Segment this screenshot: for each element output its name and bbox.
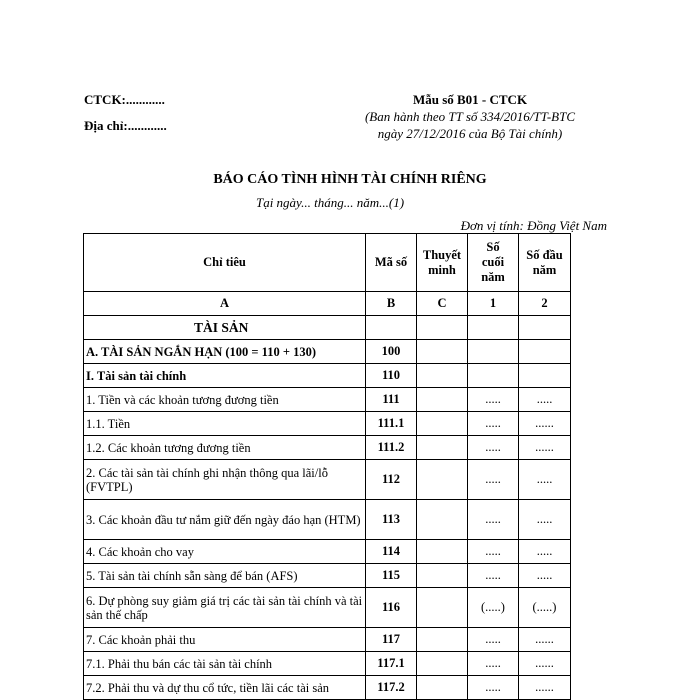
header-note: Thuyết minh: [417, 234, 468, 292]
header-code: Mã số: [366, 234, 417, 292]
row-end-value: [468, 364, 519, 388]
row-note: [417, 652, 468, 676]
row-indicator: I. Tài sản tài chính: [84, 364, 366, 388]
header-indicator: Chỉ tiêu: [84, 234, 366, 292]
row-code: 116: [366, 588, 417, 628]
row-note: [417, 540, 468, 564]
col-label-indicator: A: [84, 292, 366, 316]
header-end-of-year: Số cuối năm: [468, 234, 519, 292]
table-row: [84, 500, 571, 540]
row-indicator: 3. Các khoản đầu tư nắm giữ đến ngày đáo hạn (HTM): [84, 500, 366, 540]
table-row: [84, 316, 571, 340]
row-note: [417, 460, 468, 500]
row-note: [417, 436, 468, 460]
form-code: Mẫu số B01 - CTCK: [412, 92, 528, 107]
row-end-value: .....: [468, 460, 519, 500]
column-label-row: [84, 292, 571, 316]
table-body: [84, 316, 571, 700]
row-indicator: 1. Tiền và các khoản tương đương tiền: [84, 388, 366, 412]
row-end-value: .....: [468, 676, 519, 700]
row-end-value: .....: [468, 500, 519, 540]
row-indicator: TÀI SẢN: [84, 316, 366, 340]
row-code: 111: [366, 388, 417, 412]
issued-line-1: (Ban hành theo TT số 334/2016/TT-BTC: [364, 109, 576, 124]
row-indicator: 1.2. Các khoản tương đương tiền: [84, 436, 366, 460]
row-end-value: [468, 340, 519, 364]
row-code: 117.2: [366, 676, 417, 700]
row-end-value: .....: [468, 628, 519, 652]
issued-line-2: ngày 27/12/2016 của Bộ Tài chính): [377, 126, 563, 141]
table-row: [84, 588, 571, 628]
row-code: 114: [366, 540, 417, 564]
table-row: [84, 340, 571, 364]
row-code: 112: [366, 460, 417, 500]
row-end-value: .....: [468, 436, 519, 460]
row-indicator: A. TÀI SẢN NGẮN HẠN (100 = 110 + 130): [84, 340, 366, 364]
report-date: Tại ngày... tháng... năm...(1): [255, 195, 405, 210]
table-row: [84, 628, 571, 652]
row-begin-value: ......: [519, 628, 571, 652]
row-begin-value: ......: [519, 412, 571, 436]
table-row: [84, 436, 571, 460]
row-begin-value: [519, 340, 571, 364]
row-note: [417, 412, 468, 436]
table-row: [84, 676, 571, 700]
row-begin-value: .....: [519, 460, 571, 500]
row-indicator: 7. Các khoản phải thu: [84, 628, 366, 652]
row-note: [417, 500, 468, 540]
table-row: [84, 652, 571, 676]
table-row: [84, 364, 571, 388]
row-code: 110: [366, 364, 417, 388]
table-row: [84, 388, 571, 412]
row-end-value: .....: [468, 412, 519, 436]
row-code: 115: [366, 564, 417, 588]
row-begin-value: .....: [519, 564, 571, 588]
row-begin-value: (.....): [519, 588, 571, 628]
row-indicator: 2. Các tài sản tài chính ghi nhận thông qua lãi/lỗ (FVTPL): [84, 460, 366, 500]
row-code: 111.1: [366, 412, 417, 436]
row-note: [417, 676, 468, 700]
table-row: [84, 540, 571, 564]
row-end-value: (.....): [468, 588, 519, 628]
row-begin-value: ......: [519, 436, 571, 460]
row-indicator: 6. Dự phòng suy giảm giá trị các tài sản tài chính và tài sản thế chấp: [84, 588, 366, 628]
row-code: 111.2: [366, 436, 417, 460]
row-code: 117: [366, 628, 417, 652]
row-code: 113: [366, 500, 417, 540]
table-row: [84, 460, 571, 500]
row-indicator: 7.1. Phải thu bán các tài sản tài chính: [84, 652, 366, 676]
row-note: [417, 340, 468, 364]
col-label-end: 1: [468, 292, 519, 316]
currency-unit: Đơn vị tính: Đồng Việt Nam: [460, 218, 607, 233]
row-code: 100: [366, 340, 417, 364]
row-begin-value: ......: [519, 676, 571, 700]
header-begin-of-year: Số đầu năm: [519, 234, 571, 292]
row-begin-value: .....: [519, 500, 571, 540]
row-note: [417, 316, 468, 340]
col-label-code: B: [366, 292, 417, 316]
col-label-begin: 2: [519, 292, 571, 316]
row-begin-value: [519, 316, 571, 340]
row-indicator: 7.2. Phải thu và dự thu cổ tức, tiền lãi các tài sản: [84, 676, 366, 700]
address-label: Địa chỉ:............: [84, 118, 167, 133]
row-code: 117.1: [366, 652, 417, 676]
header-row: [84, 234, 571, 292]
row-note: [417, 564, 468, 588]
table-row: [84, 564, 571, 588]
table-row: [84, 412, 571, 436]
row-indicator: 1.1. Tiền: [84, 412, 366, 436]
row-note: [417, 364, 468, 388]
row-indicator: 5. Tài sản tài chính sẵn sàng để bán (AFS): [84, 564, 366, 588]
row-end-value: .....: [468, 388, 519, 412]
row-begin-value: .....: [519, 388, 571, 412]
row-begin-value: .....: [519, 540, 571, 564]
row-note: [417, 388, 468, 412]
row-end-value: .....: [468, 652, 519, 676]
row-begin-value: ......: [519, 652, 571, 676]
row-code: [366, 316, 417, 340]
col-label-note: C: [417, 292, 468, 316]
row-end-value: .....: [468, 540, 519, 564]
row-note: [417, 588, 468, 628]
row-begin-value: [519, 364, 571, 388]
balance-sheet-table: [83, 233, 571, 700]
row-note: [417, 628, 468, 652]
company-label: CTCK:............: [84, 92, 165, 107]
row-end-value: .....: [468, 564, 519, 588]
report-title: BÁO CÁO TÌNH HÌNH TÀI CHÍNH RIÊNG: [213, 172, 487, 187]
row-end-value: [468, 316, 519, 340]
row-indicator: 4. Các khoản cho vay: [84, 540, 366, 564]
